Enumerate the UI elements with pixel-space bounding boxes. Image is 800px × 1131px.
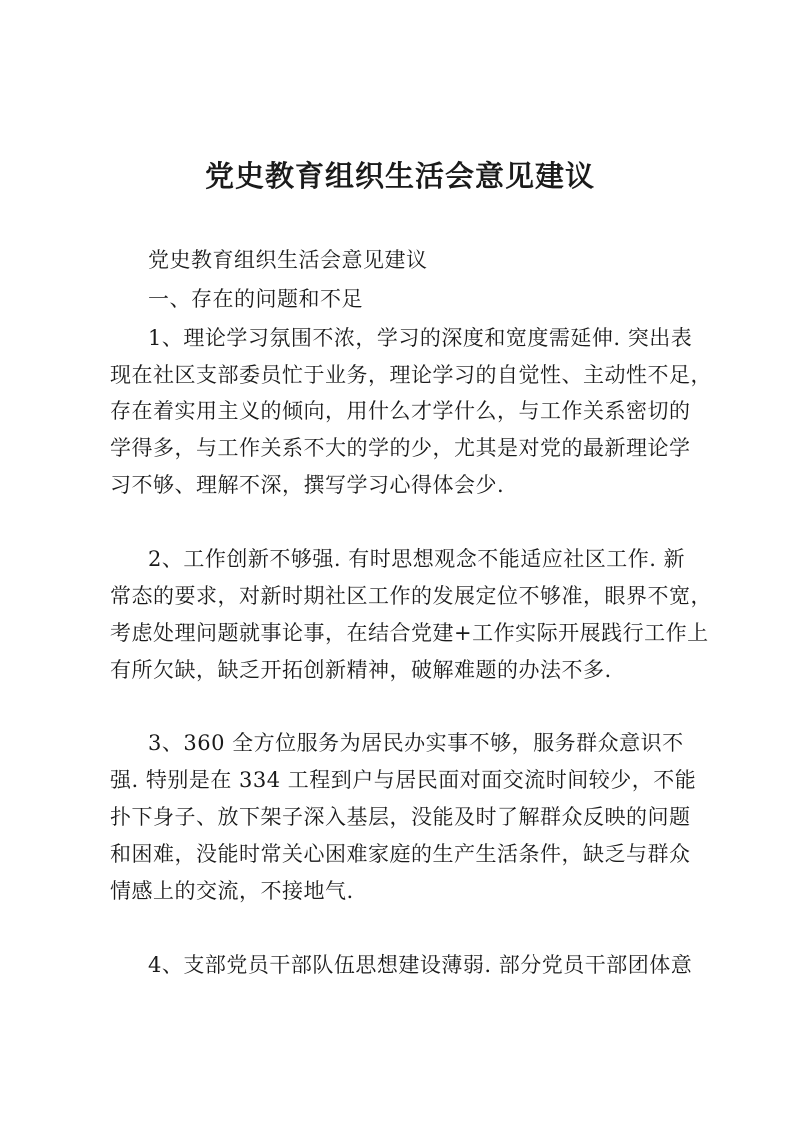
paragraph-3-line-5: 情感上的交流，不接地气. xyxy=(110,879,354,903)
section-heading: 一、存在的问题和不足 xyxy=(148,287,363,311)
paragraph-2-line-2: 常态的要求，对新时期社区工作的发展定位不够准，眼界不宽， xyxy=(110,584,712,608)
paragraph-2-line-4: 有所欠缺，缺乏开拓创新精神，破解难题的办法不多. xyxy=(110,658,612,682)
paragraph-2-line-3: 考虑处理问题就事论事，在结合党建+工作实际开展践行工作上 xyxy=(110,621,709,645)
document-title: 党史教育组织生活会意见建议 xyxy=(204,159,595,193)
paragraph-3-line-1: 3、360 全方位服务为居民办实事不够，服务群众意识不 xyxy=(148,731,684,755)
document-subtitle: 党史教育组织生活会意见建议 xyxy=(148,248,428,272)
paragraph-1-line-1: 1、理论学习氛围不浓，学习的深度和宽度需延伸. 突出表 xyxy=(148,326,693,350)
paragraph-4-line-1: 4、支部党员干部队伍思想建设薄弱. 部分党员干部团体意 xyxy=(148,953,693,977)
paragraph-3-line-2: 强. 特别是在 334 工程到户与居民面对面交流时间较少，不能 xyxy=(110,768,697,792)
paragraph-1-line-2: 现在社区支部委员忙于业务，理论学习的自觉性、主动性不足， xyxy=(110,363,712,387)
paragraph-2-line-1: 2、工作创新不够强. 有时思想观念不能适应社区工作. 新 xyxy=(148,547,686,571)
paragraph-3-line-4: 和困难，没能时常关心困难家庭的生产生活条件，缺乏与群众 xyxy=(110,842,691,866)
paragraph-1-line-3: 存在着实用主义的倾向，用什么才学什么，与工作关系密切的 xyxy=(110,399,691,423)
paragraph-3-line-3: 扑下身子、放下架子深入基层，没能及时了解群众反映的问题 xyxy=(110,805,691,829)
paragraph-1-line-4: 学得多，与工作关系不大的学的少，尤其是对党的最新理论学 xyxy=(110,436,691,460)
paragraph-1-line-5: 习不够、理解不深，撰写学习心得体会少. xyxy=(110,473,505,497)
